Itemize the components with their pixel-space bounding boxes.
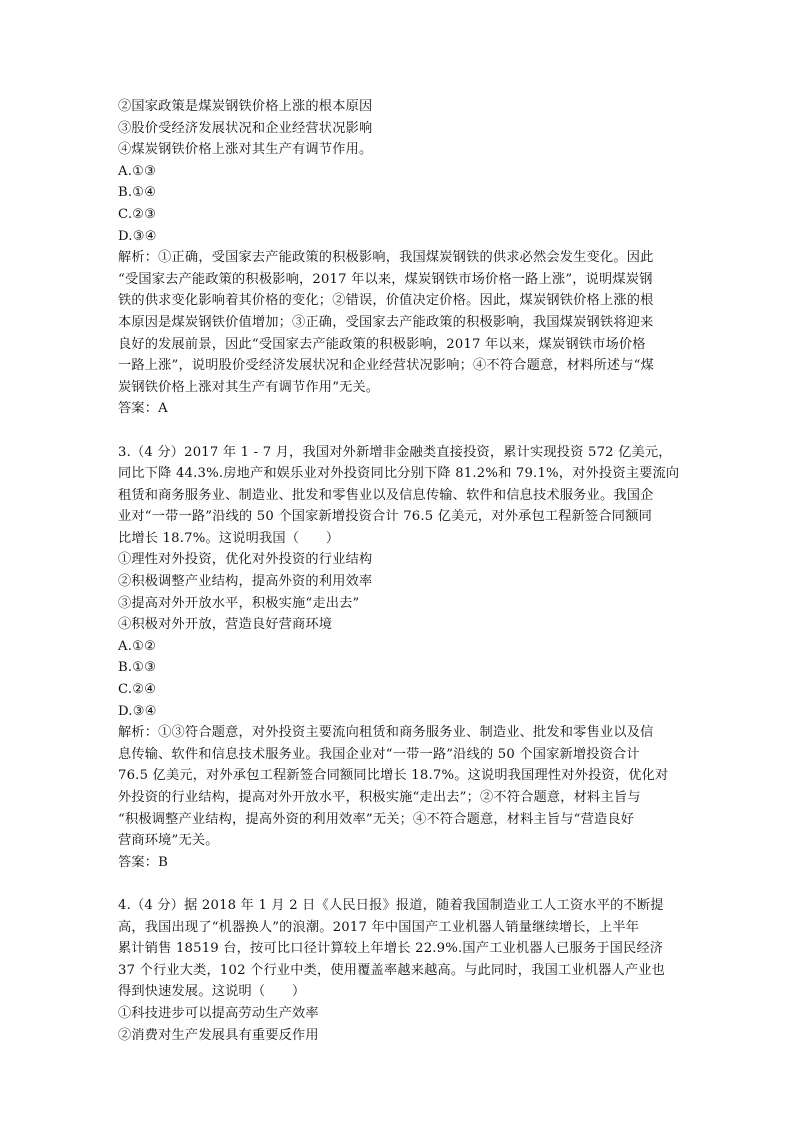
statement-2: ②积极调整产业结构，提高外资的利用效率 [118, 574, 373, 590]
option-d: D.③④ [118, 228, 157, 244]
question-stem-line: 累计销售 18519 台，按可比口径计算较上年增长 22.9%.国产工业机器人已服务于国民经济 [118, 941, 664, 957]
analysis-line: 本原因是煤炭钢铁价值增加；③正确，受国家去产能政策的积极影响，我国煤炭钢铁将迎来 [118, 314, 654, 330]
analysis-line: 铁的供求变化影响着其价格的变化；②错误，价值决定价格。因此，煤炭钢铁价格上涨的根 [118, 293, 654, 309]
analysis-line: “受国家去产能政策的积极影响，2017 年以来，煤炭钢铁市场价格一路上涨”，说明煤炭钢 [118, 271, 653, 287]
answer-line: 答案：B [118, 854, 169, 870]
analysis-line: 外投资的行业结构，提高对外开放水平，积极实施“走出去”；②不符合题意，材料主旨与 [118, 790, 641, 805]
statement-3: ③股价受经济发展状况和企业经营状况影响 [118, 120, 373, 136]
statement-4: ④煤炭钢铁价格上涨对其生产有调节作用。 [118, 142, 373, 158]
question-3 [118, 442, 678, 874]
question-stem-line: 3.（4 分）2017 年 1 - 7 月，我国对外新增非金融类直接投资，累计实现投资 572 亿美元， [118, 444, 672, 460]
spacer [118, 873, 678, 895]
question-4 [118, 895, 678, 1046]
question-2-tail [118, 96, 678, 420]
statement-4: ④积极对外开放，营造良好营商环境 [118, 617, 333, 633]
document-page [118, 96, 678, 1046]
analysis-line: 解析：①③符合题意，对外投资主要流向租赁和商务服务业、制造业、批发和零售业以及信 [118, 725, 654, 741]
option-b: B.①③ [118, 660, 157, 676]
analysis-line: 76.5 亿美元，对外承包工程新签合同额同比增长 18.7%。这说明我国理性对外投资，优化对 [118, 768, 669, 784]
statement-1: ①科技进步可以提高劳动生产效率 [118, 1005, 319, 1021]
analysis-line: 炭钢铁价格上涨对其生产有调节作用”无关。 [118, 379, 380, 395]
analysis-line: 一路上涨”，说明股价受经济发展状况和企业经营状况影响；④不符合题意，材料所述与“煤 [118, 358, 654, 374]
answer-line: 答案：A [118, 401, 168, 417]
analysis-line: 良好的发展前景，因此“受国家去产能政策的积极影响，2017 年以来，煤炭钢铁市场价格 [118, 336, 646, 352]
option-a: A.①③ [118, 163, 157, 179]
question-stem-line: 比增长 18.7%。这说明我国（ ） [118, 530, 340, 546]
analysis-line: 解析：①正确，受国家去产能政策的积极影响，我国煤炭钢铁的供求必然会发生变化。因此 [118, 250, 654, 266]
statement-1: ①理性对外投资，优化对外投资的行业结构 [118, 552, 373, 568]
option-d: D.③④ [118, 703, 157, 719]
statement-2: ②国家政策是煤炭钢铁价格上涨的根本原因 [118, 99, 373, 114]
question-stem-line: 租赁和商务服务业、制造业、批发和零售业以及信息传输、软件和信息技术服务业。我国企 [118, 487, 654, 503]
spacer [118, 420, 678, 442]
question-stem-line: 4.（4 分）据 2018 年 1 月 2 日《人民日报》报道，随着我国制造业工人工资水平的不断提 [118, 897, 664, 913]
statement-3: ③提高对外开放水平，积极实施“走出去” [118, 595, 360, 611]
option-c: C.②③ [118, 206, 157, 222]
analysis-line: 息传输、软件和信息技术服务业。我国企业对“一带一路”沿线的 50 个国家新增投资合计 [118, 746, 640, 762]
statement-2: ②消费对生产发展具有重要反作用 [118, 1027, 319, 1043]
question-stem-line: 37 个行业大类，102 个行业中类，使用覆盖率越来越高。与此同时，我国工业机器人产业也 [118, 962, 666, 978]
analysis-line: 营商环境”无关。 [118, 833, 219, 849]
option-c: C.②④ [118, 682, 157, 698]
question-stem-line: 高，我国出现了“机器换人”的浪潮。2017 年中国国产工业机器人销量继续增长，上半年 [118, 919, 640, 935]
question-stem-line: 业对“一带一路”沿线的 50 个国家新增投资合计 76.5 亿美元，对外承包工程新签合同额同 [118, 509, 652, 525]
option-a: A.①② [118, 638, 157, 654]
question-stem-line: 同比下降 44.3%.房地产和娱乐业对外投资同比分别下降 81.2%和 79.1%，对外投资主要流向 [118, 466, 680, 482]
question-stem-line: 得到快速发展。这说明（ ） [118, 984, 306, 1000]
analysis-line: “积极调整产业结构，提高外资的利用效率”无关；④不符合题意，材料主旨与“营造良好 [118, 811, 635, 827]
option-b: B.①④ [118, 185, 157, 201]
